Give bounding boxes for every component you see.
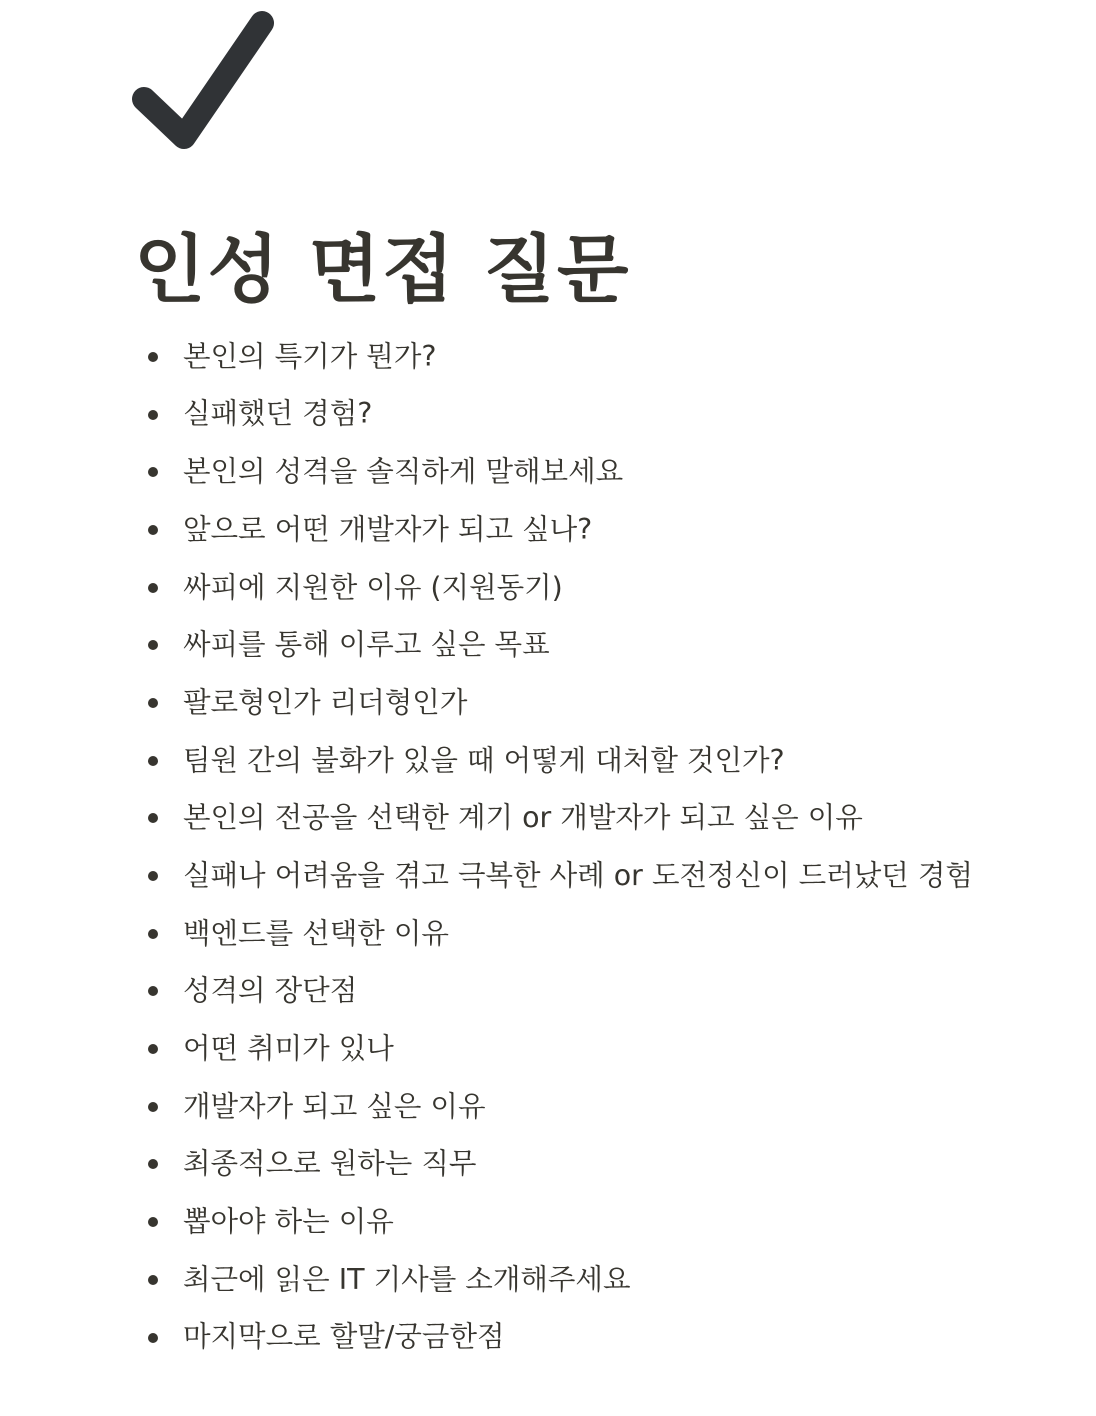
bullet-icon bbox=[148, 986, 158, 996]
list-item[interactable] bbox=[140, 1251, 1070, 1309]
bullet-icon bbox=[148, 1159, 158, 1169]
bullet-icon bbox=[148, 1275, 158, 1285]
list-item[interactable] bbox=[140, 501, 1070, 559]
list-item[interactable] bbox=[140, 905, 1070, 963]
list-item-text[interactable]: 본인의 성격을 솔직하게 말해보세요 bbox=[183, 455, 624, 489]
list-item-text[interactable]: 성격의 장단점 bbox=[183, 974, 358, 1008]
bullet-icon bbox=[148, 1217, 158, 1227]
list-item-text[interactable]: 실패했던 경험? bbox=[183, 397, 373, 431]
bullet-icon bbox=[148, 698, 158, 708]
page-title[interactable]: 인성 면접 질문 bbox=[134, 227, 631, 313]
list-item[interactable] bbox=[140, 1020, 1070, 1078]
bullet-icon bbox=[148, 756, 158, 766]
list-item-text[interactable]: 마지막으로 할말/궁금한점 bbox=[183, 1320, 505, 1354]
list-item-text[interactable]: 개발자가 되고 싶은 이유 bbox=[183, 1089, 486, 1123]
list-item[interactable] bbox=[140, 790, 1070, 848]
list-item[interactable] bbox=[140, 386, 1070, 444]
bullet-icon bbox=[148, 871, 158, 881]
list-item[interactable] bbox=[140, 674, 1070, 732]
list-item[interactable] bbox=[140, 1078, 1070, 1136]
list-item[interactable] bbox=[140, 1193, 1070, 1251]
bullet-icon bbox=[148, 1044, 158, 1054]
list-item-text[interactable]: 뽑아야 하는 이유 bbox=[183, 1205, 394, 1239]
list-item-text[interactable]: 실패나 어려움을 겪고 극복한 사례 or 도전정신이 드러났던 경험 bbox=[183, 858, 973, 892]
bullet-icon bbox=[148, 813, 158, 823]
list-item[interactable] bbox=[140, 847, 1070, 905]
question-list bbox=[140, 328, 1070, 1366]
bullet-icon bbox=[148, 352, 158, 362]
list-item-text[interactable]: 본인의 특기가 뭔가? bbox=[183, 339, 437, 373]
bullet-icon bbox=[148, 410, 158, 420]
list-item[interactable] bbox=[140, 616, 1070, 674]
list-item-text[interactable]: 앞으로 어떤 개발자가 되고 싶나? bbox=[183, 512, 593, 546]
list-item[interactable] bbox=[140, 1309, 1070, 1367]
bullet-icon bbox=[148, 1333, 158, 1343]
list-item-text[interactable]: 팀원 간의 불화가 있을 때 어떻게 대처할 것인가? bbox=[183, 743, 785, 777]
bullet-icon bbox=[148, 640, 158, 650]
bullet-icon bbox=[148, 1102, 158, 1112]
list-item-text[interactable]: 최종적으로 원하는 직무 bbox=[183, 1147, 477, 1181]
list-item-text[interactable]: 싸피에 지원한 이유 (지원동기) bbox=[183, 570, 563, 604]
list-item[interactable] bbox=[140, 443, 1070, 501]
bullet-icon bbox=[148, 583, 158, 593]
list-item-text[interactable]: 어떤 취미가 있나 bbox=[183, 1032, 394, 1065]
list-item[interactable] bbox=[140, 328, 1070, 386]
list-item-text[interactable]: 백엔드를 선택한 이유 bbox=[183, 916, 449, 950]
list-item[interactable] bbox=[140, 1136, 1070, 1194]
list-item[interactable] bbox=[140, 732, 1070, 790]
bullet-icon bbox=[148, 467, 158, 477]
list-item[interactable] bbox=[140, 963, 1070, 1021]
list-item-text[interactable]: 팔로형인가 리더형인가 bbox=[183, 685, 468, 719]
check-mark-icon[interactable] bbox=[128, 10, 278, 155]
list-item[interactable] bbox=[140, 559, 1070, 617]
bullet-icon bbox=[148, 929, 158, 939]
list-item-text[interactable]: 최근에 읽은 IT 기사를 소개해주세요 bbox=[183, 1262, 631, 1296]
list-item-text[interactable]: 싸피를 통해 이루고 싶은 목표 bbox=[183, 628, 550, 662]
list-item-text[interactable]: 본인의 전공을 선택한 계기 or 개발자가 되고 싶은 이유 bbox=[183, 801, 863, 835]
bullet-icon bbox=[148, 525, 158, 535]
